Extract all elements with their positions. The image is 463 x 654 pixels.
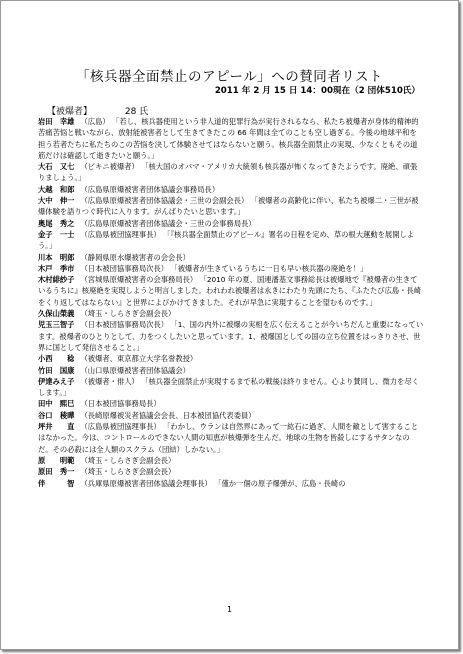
list-item <box>38 308 424 319</box>
supporter-message: 「若し、核兵器使用という非人道的犯罪行為が実行されるなら、私たち被爆者が身体的精神的苦痛苦悩と戦いながら、放射能被害者として生きてきたこの 66 年間は全てのことも空し過ぎる。今後の地球平和を担う若者たちに私たちのこの苦悩を決して体験させてはならないと願う。核兵器全面禁止の実現、少なくともその道筋だけは確認して逝きたいと願う。」 <box>38 117 419 160</box>
supporter-affiliation: （埼玉・しらさぎ会副会長） <box>80 467 176 477</box>
supporter-affiliation: （兵庫県原爆被害者団体協議会理事長） <box>80 478 212 488</box>
list-item <box>38 353 424 364</box>
list-item <box>38 455 424 466</box>
section-count: 28 氏 <box>124 107 149 117</box>
list-item <box>38 116 424 161</box>
supporter-message: 「僅か一個の原子爆弾が、広島・長崎の <box>217 478 346 488</box>
supporter-affiliation: （被爆者、東京都立大学名誉教授） <box>80 354 198 364</box>
supporter-name: 久保山榮義 <box>38 309 75 319</box>
list-item <box>38 252 424 263</box>
document-title: 「核兵器全面禁止のアピール」への賛同者リスト <box>76 69 383 85</box>
supporter-message: 「被爆者の高齢化に伴い、私たち被爆二・三世が被爆体験を語りつぐ時代に入ります。がんばりたいと思います。」 <box>38 196 419 217</box>
list-item <box>38 218 424 229</box>
supporter-name: 田中 熙巳 <box>38 399 75 409</box>
status-date: 2011 年 2 月 15 日 14：00現在（2 団体510氏） <box>214 86 420 96</box>
supporter-affiliation: （ビキニ被爆者） <box>80 162 139 172</box>
list-item <box>38 398 424 409</box>
supporter-list <box>38 116 424 489</box>
supporter-affiliation: （長崎原爆被災者協議会会長、日本被団協代表委員） <box>80 410 256 420</box>
supporter-name: 谷口 稜曄 <box>38 410 75 420</box>
supporter-affiliation: （埼玉・しらさぎ会副会長） <box>80 309 176 319</box>
supporter-affiliation: （日本被団協事務局長） <box>80 399 161 409</box>
supporter-name: 金子 一士 <box>38 229 75 239</box>
supporter-name: 岩田 幸雄 <box>38 117 75 126</box>
supporter-affiliation: （広島県原爆被害者団体協議会事務局長） <box>80 184 220 194</box>
section-label: 【被爆者】 <box>47 107 93 117</box>
supporter-message: 「2010 年の夏、国連潘基文事務総長は被爆地で『被爆者の生きているうちに』核廃絶を実現しようと明言しました。われわれ被爆者は永きにわたり先頭にたち、『ふたたび広島・長崎をくり返してはならない』と世界によびかけてきました。それが早急に実現することを望むものです。」 <box>38 275 422 307</box>
supporter-name: 奥尾 秀之 <box>38 218 75 228</box>
supporter-affiliation: （静岡県原水爆被害者の会会長） <box>80 252 190 262</box>
list-item <box>38 410 424 421</box>
supporter-affiliation: （広島県原爆被害者団体協議会・三世の会事務局長） <box>80 218 256 228</box>
list-item <box>38 274 424 308</box>
supporter-affiliation: （広島県被団協理事長） <box>80 229 161 239</box>
supporter-message: 「『核兵器全面禁止のアピール』署名の日程を定め、草の根大運動を展開しよう。」 <box>38 229 415 251</box>
supporter-name: 小西 稔 <box>38 354 75 364</box>
supporter-message: 「被爆者が生きているうちに一日も早い核兵器の廃絶を！」 <box>174 263 368 273</box>
supporter-affiliation: （山口県原爆被害者団体協議会） <box>80 365 190 375</box>
list-item <box>38 466 424 477</box>
list-item <box>38 184 424 195</box>
supporter-affiliation: （宮城県原爆被害者の会事務局長） <box>80 275 198 285</box>
list-item <box>38 263 424 274</box>
list-item <box>38 229 424 252</box>
supporter-affiliation: （日本被団協事務局次長） <box>80 263 169 273</box>
supporter-message: 「核兵器全面禁止が実現するまで私の戦後は終りません。心より賛同し、微力を尽くします。」 <box>38 376 419 398</box>
list-item <box>38 478 424 489</box>
supporter-name: 木村緋紗子 <box>38 275 75 285</box>
supporter-name: 伴 智 <box>38 478 75 488</box>
supporter-name: 坪井 直 <box>38 422 75 432</box>
supporter-name: 竹田 国康 <box>38 365 75 375</box>
supporter-affiliation: （広島県原爆被害者団体協議会・三世の会副会長） <box>80 196 249 206</box>
supporter-name: 大越 和郎 <box>38 184 75 194</box>
supporter-affiliation: （日本被団協事務局次長） <box>80 320 169 330</box>
list-item <box>38 365 424 376</box>
supporter-name: 川本 明郎 <box>38 252 75 262</box>
supporter-affiliation: （広島） <box>80 117 110 126</box>
supporter-name: 木戸 季市 <box>38 263 75 273</box>
supporter-name: 原 明範 <box>38 455 75 465</box>
supporter-affiliation: （埼玉・しらさぎ会副会長） <box>80 455 176 465</box>
list-item <box>38 195 424 218</box>
supporter-message: 「核大国のオバマ・アメリカ大統領も核兵器が怖くなってきたようです。廃絶、頑張りましょう。」 <box>38 162 418 183</box>
list-item <box>38 319 424 353</box>
supporter-affiliation: （広島県被団協理事長） <box>80 422 161 432</box>
list-item <box>38 376 424 399</box>
list-item <box>38 161 424 184</box>
supporter-name: 児玉三智子 <box>38 320 75 330</box>
supporter-affiliation: （被爆者・俳人） <box>80 376 139 386</box>
page-number: 1 <box>226 605 233 614</box>
supporter-message: 「1、国の内外に被爆の実相を広く伝えることが今いちだんと重要になっています。被爆者のひとりとして、力をつくしたいと思っています。1、被爆国としての国の立ち位置をはっきりさせ、世界に国として発信させること。」 <box>38 320 424 352</box>
supporter-name: 原田 秀一 <box>38 467 75 477</box>
supporter-name: 大中 伸一 <box>38 196 75 206</box>
supporter-name: 伊達みえ子 <box>38 376 75 386</box>
supporter-message: 「わかし、ウランは自然界にあって一紘石に過ぎ、人間を敵として害することはなかった。今は、コントロールのできない人間の知恵が核爆弾を生んだ。地球の生物を皆殺しにするサタンなのだ。その必殺には全人類のスクラム（団結）しかない。」 <box>38 422 419 454</box>
supporter-name: 大石 又七 <box>38 162 75 172</box>
list-item <box>38 421 424 455</box>
